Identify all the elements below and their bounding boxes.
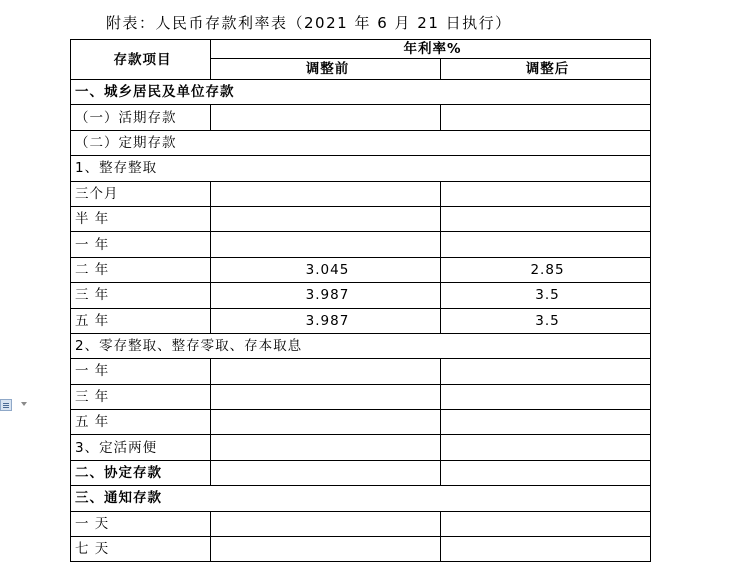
deposit-rate-table	[70, 39, 651, 562]
row-label: 二、协定存款	[71, 460, 211, 485]
rate-after-cell[interactable]: 3.5	[441, 283, 651, 308]
row-label: 三个月	[71, 181, 211, 206]
row-label: 一、城乡居民及单位存款	[71, 80, 651, 105]
rate-after-cell[interactable]	[441, 410, 651, 435]
row-label: 三 年	[71, 283, 211, 308]
rate-before-cell[interactable]: 3.987	[211, 308, 441, 333]
row-label: 1、整存整取	[71, 156, 651, 181]
table-row	[71, 410, 651, 435]
rate-after-cell[interactable]	[441, 435, 651, 460]
table-row	[71, 257, 651, 282]
table-handle-icon[interactable]	[0, 399, 12, 411]
rate-before-cell[interactable]	[211, 460, 441, 485]
header-before-adjustment: 调整前	[211, 59, 441, 80]
rate-before-cell[interactable]	[211, 410, 441, 435]
rate-before-cell[interactable]	[211, 511, 441, 536]
rate-after-cell[interactable]	[441, 359, 651, 384]
rate-after-cell[interactable]: 2.85	[441, 257, 651, 282]
table-row	[71, 80, 651, 105]
rate-before-cell[interactable]	[211, 105, 441, 130]
rate-before-cell[interactable]	[211, 384, 441, 409]
row-label: 二 年	[71, 257, 211, 282]
rate-after-cell[interactable]: 3.5	[441, 308, 651, 333]
row-label: 七 天	[71, 537, 211, 562]
row-label: （二）定期存款	[71, 130, 651, 155]
row-label: 一 年	[71, 359, 211, 384]
row-label: 五 年	[71, 308, 211, 333]
row-label: 半 年	[71, 206, 211, 231]
table-row	[71, 232, 651, 257]
row-label: （一）活期存款	[71, 105, 211, 130]
table-row	[71, 435, 651, 460]
rate-after-cell[interactable]	[441, 181, 651, 206]
rate-before-cell[interactable]	[211, 232, 441, 257]
rate-after-cell[interactable]	[441, 206, 651, 231]
header-annual-rate: 年利率%	[211, 40, 651, 59]
row-label: 2、零存整取、整存零取、存本取息	[71, 333, 651, 358]
rate-after-cell[interactable]	[441, 384, 651, 409]
rate-after-cell[interactable]	[441, 537, 651, 562]
table-row	[71, 308, 651, 333]
row-label: 三、通知存款	[71, 486, 651, 511]
table-row	[71, 181, 651, 206]
table-row	[71, 156, 651, 181]
rate-after-cell[interactable]	[441, 511, 651, 536]
table-row	[71, 283, 651, 308]
rate-before-cell[interactable]	[211, 435, 441, 460]
rate-after-cell[interactable]	[441, 460, 651, 485]
table-handle[interactable]	[0, 398, 16, 412]
rate-before-cell[interactable]: 3.045	[211, 257, 441, 282]
row-label: 五 年	[71, 410, 211, 435]
row-label: 一 天	[71, 511, 211, 536]
row-label: 3、定活两便	[71, 435, 211, 460]
rate-before-cell[interactable]	[211, 206, 441, 231]
table-row	[71, 486, 651, 511]
table-row	[71, 105, 651, 130]
header-after-adjustment: 调整后	[441, 59, 651, 80]
table-row	[71, 359, 651, 384]
rate-after-cell[interactable]	[441, 105, 651, 130]
table-row	[71, 537, 651, 562]
table-row	[71, 130, 651, 155]
row-label: 三 年	[71, 384, 211, 409]
table-row	[71, 206, 651, 231]
table-row	[71, 511, 651, 536]
rate-before-cell[interactable]: 3.987	[211, 283, 441, 308]
rate-before-cell[interactable]	[211, 537, 441, 562]
table-row	[71, 384, 651, 409]
header-deposit-item: 存款项目	[71, 40, 211, 80]
rate-after-cell[interactable]	[441, 232, 651, 257]
table-row	[71, 333, 651, 358]
chevron-down-icon[interactable]	[21, 402, 27, 406]
table-row	[71, 460, 651, 485]
rate-before-cell[interactable]	[211, 359, 441, 384]
rate-before-cell[interactable]	[211, 181, 441, 206]
row-label: 一 年	[71, 232, 211, 257]
page-title: 附表：人民币存款利率表（2021 年 6 月 21 日执行）	[106, 14, 512, 32]
